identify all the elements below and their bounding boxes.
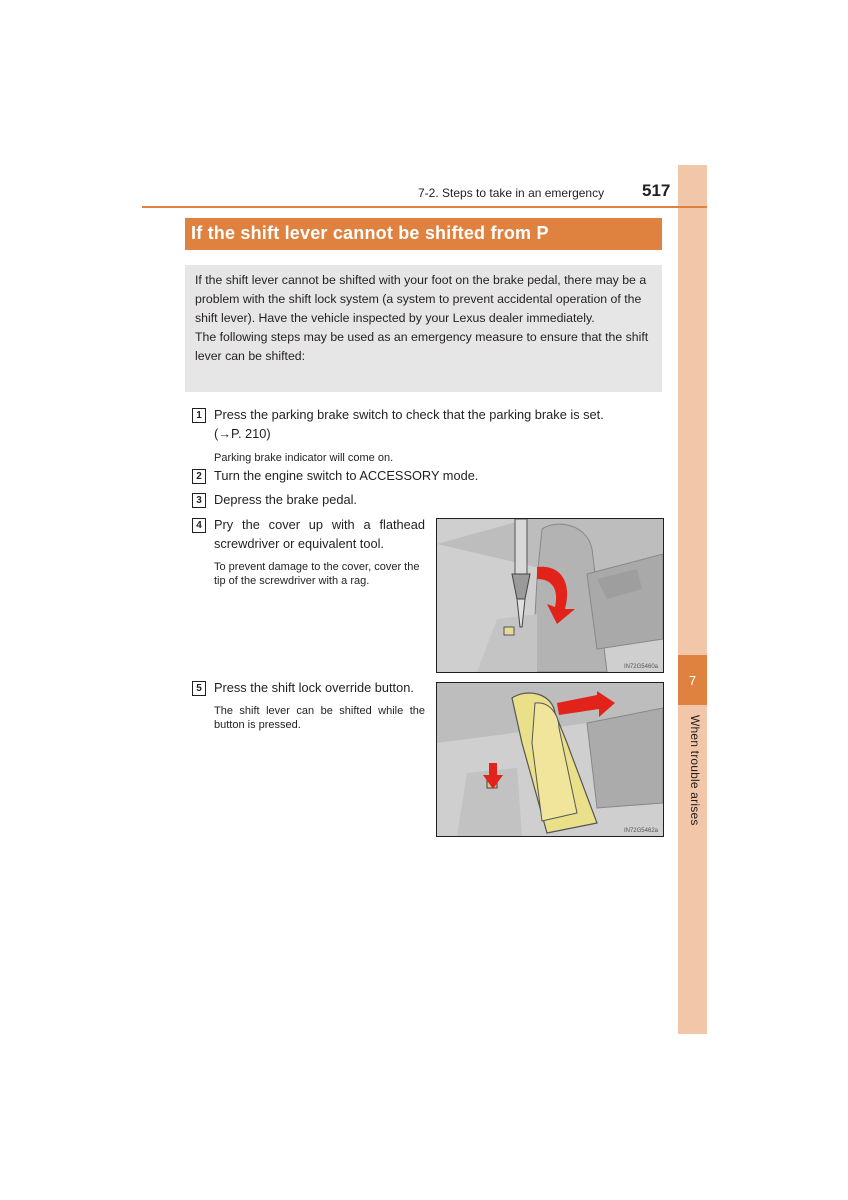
header-rule [142, 206, 707, 208]
section-reference: 7-2. Steps to take in an emergency [418, 186, 605, 200]
step-number-1: 1 [192, 408, 206, 423]
step-number-3: 3 [192, 493, 206, 508]
step-5-text: Press the shift lock override button. [214, 680, 414, 695]
figure-code: IN72G5462a [623, 828, 658, 834]
chapter-side-tab [678, 165, 707, 1034]
figure-pry-cover [436, 518, 664, 673]
step-number-4: 4 [192, 518, 206, 533]
step-5-note: The shift lever can be shifted while the button is pressed. [214, 705, 425, 731]
step-1-reference: (→P. 210) [214, 426, 271, 441]
intro-box [185, 265, 662, 392]
chapter-title: When trouble arises [688, 715, 702, 826]
chapter-number: 7 [678, 655, 707, 705]
step-3-text: Depress the brake pedal. [214, 492, 357, 507]
intro-paragraph-1: If the shift lever cannot be shifted with your foot on the brake pedal, there may be a problem with the shift lock system (a system to prevent accidental operation of the shift lever). Have the vehicle inspected by your Lexus dealer immediately. [195, 273, 647, 325]
step-4-text: Pry the cover up with a flathead screwdriver or equivalent tool. [214, 517, 425, 551]
step-1-note: Parking brake indicator will come on. [214, 452, 394, 464]
section-title-bar [185, 218, 662, 250]
section-title: If the shift lever cannot be shifted from P [191, 223, 549, 243]
intro-paragraph-2: The following steps may be used as an emergency measure to ensure that the shift lever can be shifted: [195, 330, 649, 363]
step-number-5: 5 [192, 681, 206, 696]
step-2-text: Turn the engine switch to ACCESSORY mode. [214, 468, 479, 483]
step-4-note: To prevent damage to the cover, cover the tip of the screwdriver with a rag. [214, 561, 420, 587]
step-number-2: 2 [192, 469, 206, 484]
step-1-text: Press the parking brake switch to check that the parking brake is set. [214, 407, 604, 422]
figure-override-button [436, 682, 664, 837]
page-number: 517 [642, 181, 671, 200]
figure-code: IN72G5460a [623, 664, 658, 670]
